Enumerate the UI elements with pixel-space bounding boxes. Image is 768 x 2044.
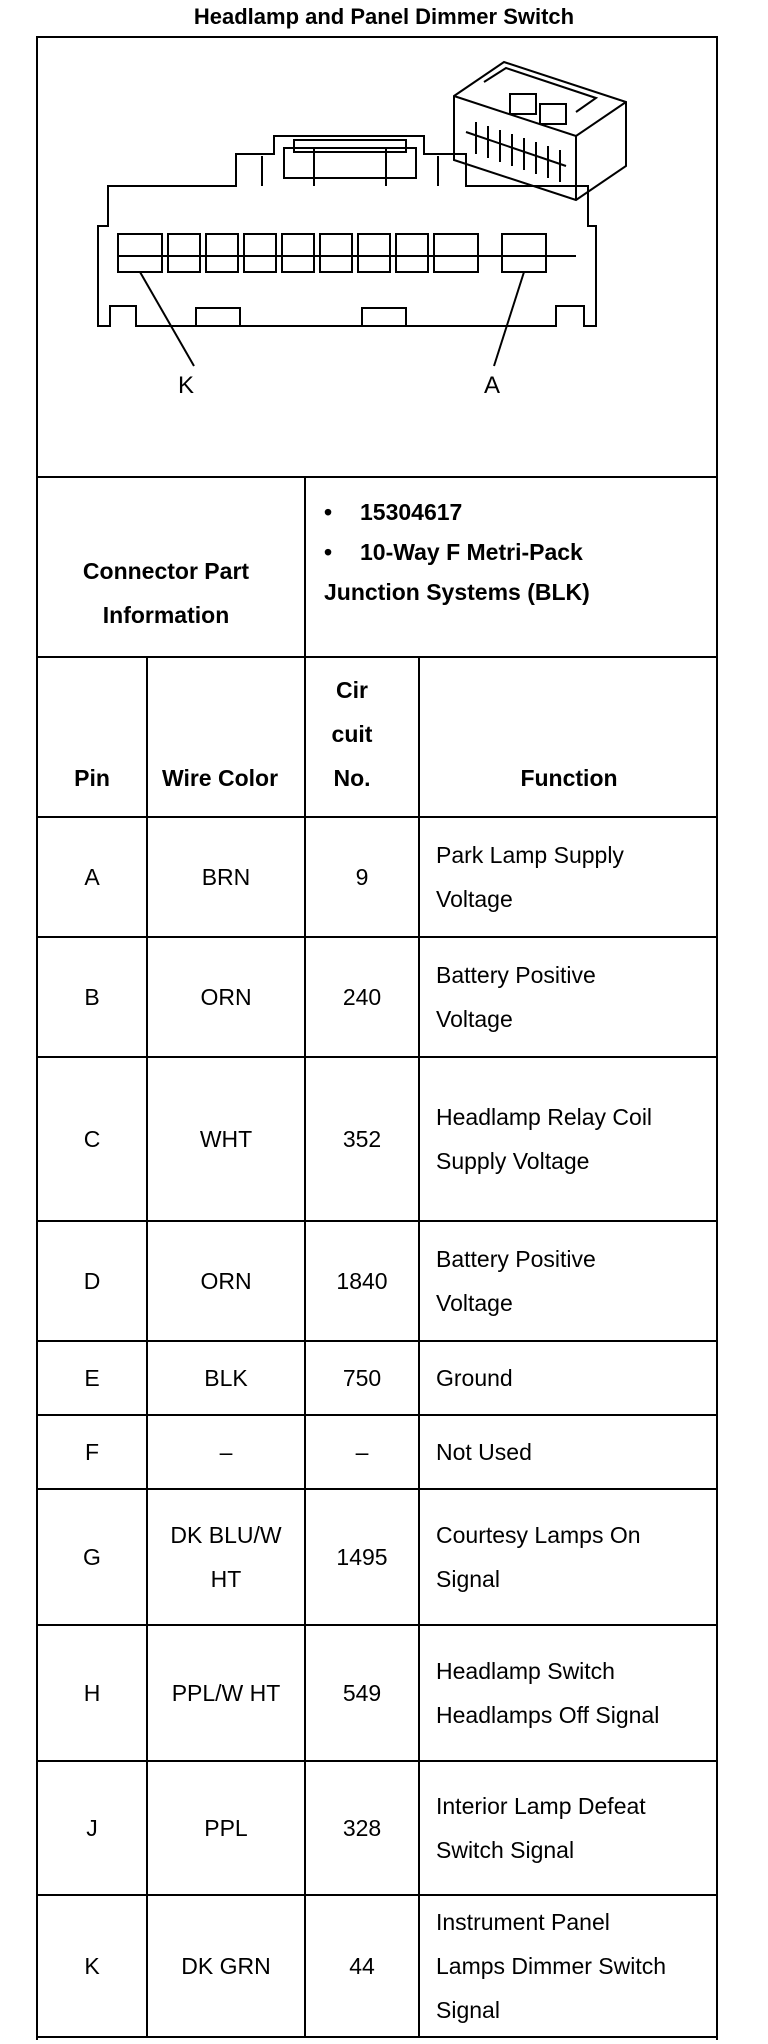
row-wire-color: PPL/W HT <box>171 1680 281 1706</box>
connector-info-details <box>324 492 704 612</box>
row-pin: A <box>84 864 100 890</box>
row-pin: H <box>83 1680 101 1706</box>
header-function: Function <box>520 765 618 791</box>
pin-label-k: K <box>177 372 195 399</box>
row-wire-color: BLK <box>204 1365 248 1391</box>
row-circuit: 1495 <box>336 1544 388 1570</box>
pin-slot <box>206 234 238 272</box>
row-function: Battery Positive Voltage <box>436 1246 596 1316</box>
leader-line-a <box>494 272 524 366</box>
connector-body-outline <box>98 136 596 326</box>
header-wire-color: Wire Color <box>161 765 279 791</box>
row-pin: K <box>84 1953 100 1979</box>
pin-slot <box>244 234 276 272</box>
row-pin: E <box>84 1365 100 1391</box>
pin-slot <box>396 234 428 272</box>
row-wire-color: DK BLU/W HT <box>170 1522 282 1592</box>
pin-slot <box>282 234 314 272</box>
row-pin: C <box>83 1126 101 1152</box>
row-pin: F <box>84 1439 100 1465</box>
connector-3d-icon <box>454 62 626 200</box>
row-circuit: 352 <box>342 1126 382 1152</box>
row-function: Interior Lamp Defeat Switch Signal <box>436 1793 646 1863</box>
row-function: Battery Positive Voltage <box>436 962 596 1032</box>
row-circuit: 750 <box>342 1365 382 1391</box>
leader-line-k <box>140 272 194 366</box>
row-pin: J <box>86 1815 98 1841</box>
row-pin: B <box>84 984 100 1010</box>
pin-slot <box>502 234 546 272</box>
connector-diagram <box>36 36 718 478</box>
row-function: Not Used <box>436 1439 532 1465</box>
row-pin: G <box>83 1544 101 1570</box>
header-circuit-number: Cir cuit No. <box>331 677 373 791</box>
page-title: Headlamp and Panel Dimmer Switch <box>193 4 575 29</box>
connector-description-2: Junction Systems (BLK) <box>324 579 590 605</box>
connector-description: • 10-Way F Metri-Pack <box>324 532 704 572</box>
row-pin: D <box>83 1268 101 1294</box>
pin-slot <box>358 234 390 272</box>
row-circuit: 1840 <box>336 1268 388 1294</box>
row-circuit: 44 <box>349 1953 375 1979</box>
row-circuit: 9 <box>355 864 369 890</box>
row-circuit: 328 <box>342 1815 382 1841</box>
pin-label-a: A <box>483 372 501 399</box>
pin-slot <box>118 234 162 272</box>
pin-slot <box>168 234 200 272</box>
connector-info-label: Connector Part Information <box>82 558 250 628</box>
row-wire-color: ORN <box>200 984 252 1010</box>
row-circuit: – <box>355 1439 369 1465</box>
row-wire-color: WHT <box>199 1126 253 1152</box>
row-function: Headlamp Relay Coil Supply Voltage <box>436 1104 653 1174</box>
row-wire-color: – <box>219 1439 233 1465</box>
row-wire-color: PPL <box>204 1815 248 1841</box>
row-function: Ground <box>436 1365 513 1391</box>
row-function: Park Lamp Supply Voltage <box>436 842 624 912</box>
header-pin: Pin <box>74 765 110 791</box>
row-wire-color: DK GRN <box>181 1953 271 1979</box>
row-wire-color: BRN <box>201 864 251 890</box>
part-number: • 15304617 <box>324 492 704 532</box>
row-circuit: 240 <box>342 984 382 1010</box>
row-function: Headlamp Switch Headlamps Off Signal <box>436 1658 660 1728</box>
row-wire-color: ORN <box>200 1268 252 1294</box>
pin-slot <box>320 234 352 272</box>
pin-slot <box>434 234 478 272</box>
row-function: Courtesy Lamps On Signal <box>436 1522 641 1592</box>
row-function: Instrument Panel Lamps Dimmer Switch Signal <box>436 1909 667 2023</box>
row-circuit: 549 <box>342 1680 382 1706</box>
